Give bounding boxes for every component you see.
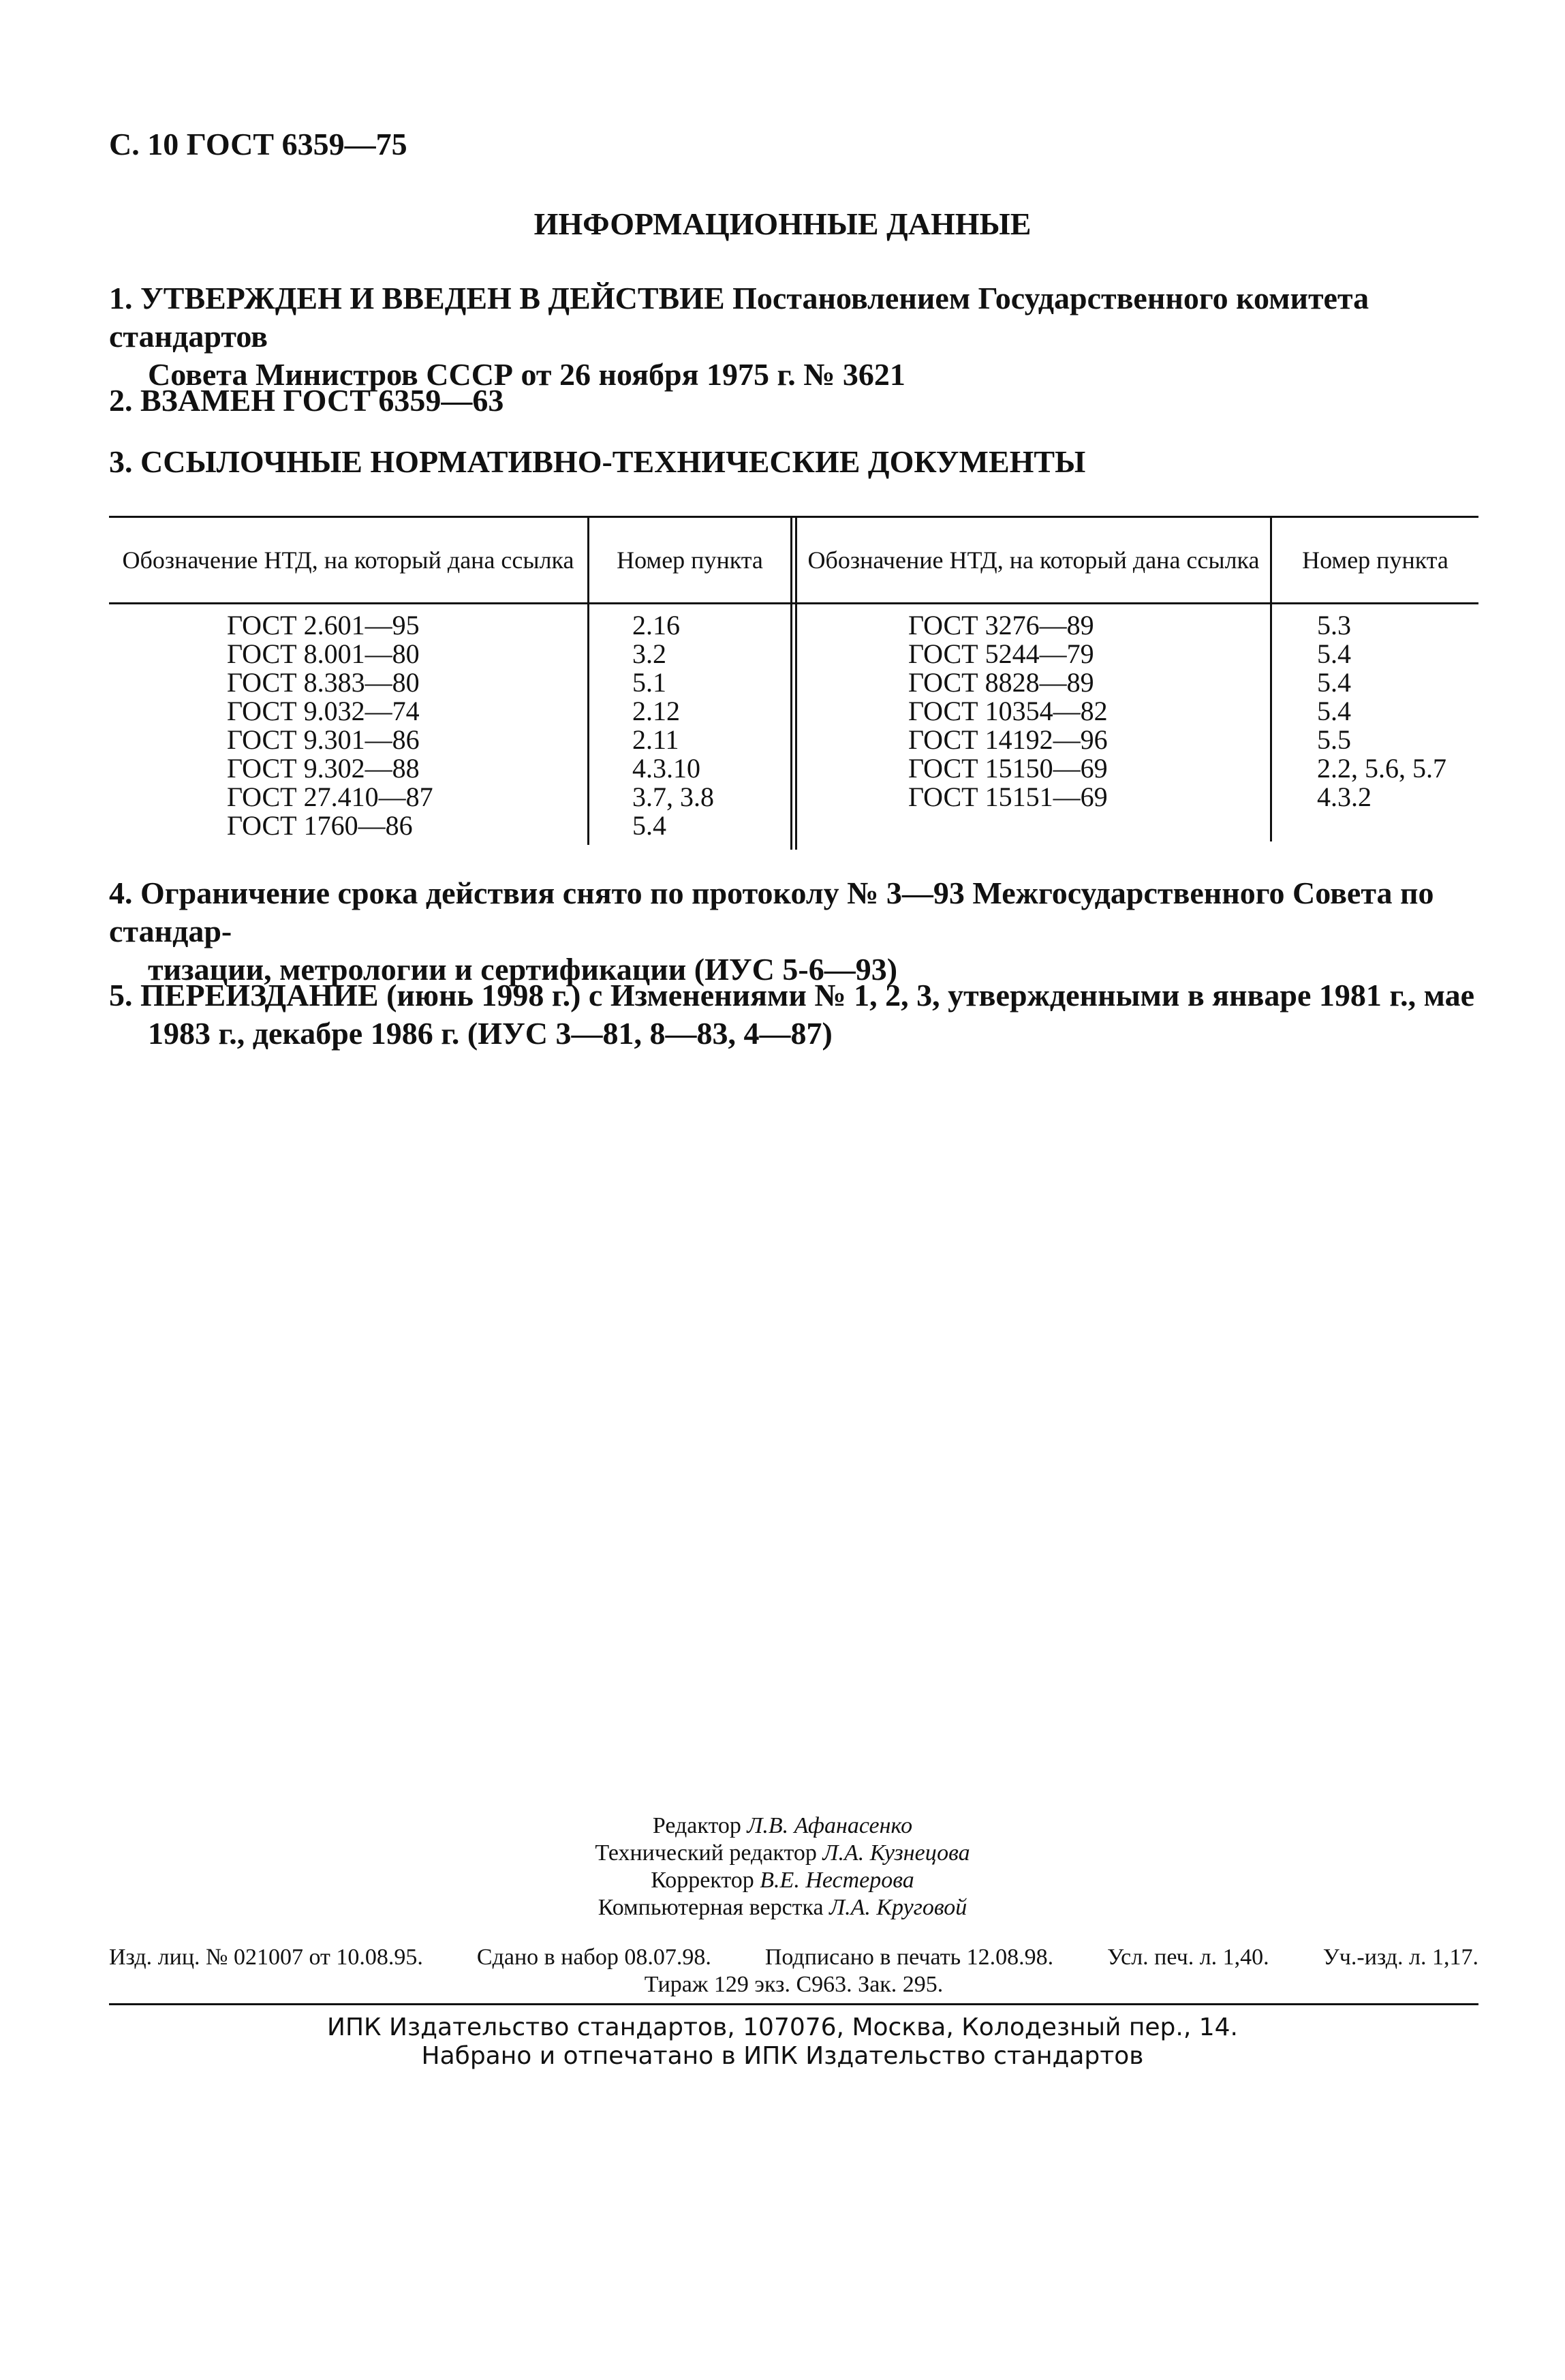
item-number: 2.	[109, 383, 133, 418]
imprint-signed: Подписано в печать 12.08.98.	[764, 1945, 1054, 1970]
table-doc-cell: ГОСТ 5244—79	[908, 638, 1094, 669]
table-doc-cell: ГОСТ 8.001—80	[227, 638, 420, 669]
item-number: 1.	[109, 281, 133, 315]
item-text-cont: Совета Министров СССР от 26 ноября 1975 г. № 3621	[148, 357, 905, 392]
publisher-address: ИПК Издательство стандартов, 107076, Москва, Колодезный пер., 14.	[327, 2013, 1238, 2041]
item-approved	[109, 279, 1485, 394]
table-header-cell: Номер пункта	[1302, 546, 1448, 574]
table-doc-cell: ГОСТ 8828—89	[908, 667, 1094, 698]
imprint-rule	[109, 2003, 1478, 2005]
publisher-block	[0, 2013, 1565, 2071]
table-point-cell: 5.5	[1317, 724, 1351, 755]
table-header-cell: Номер пункта	[617, 546, 763, 574]
table-point-cell: 5.4	[1317, 696, 1351, 726]
table-doc-cell: ГОСТ 9.301—86	[227, 724, 420, 755]
item-text-cont: 1983 г., декабре 1986 г. (ИУС 3—81, 8—83, 4—87)	[148, 1016, 833, 1051]
table-doc-cell: ГОСТ 2.601—95	[227, 610, 420, 640]
imprint-row	[109, 1944, 1478, 1971]
publisher-printed: Набрано и отпечатано в ИПК Издательство стандартов	[421, 2042, 1144, 2070]
table-point-cell: 5.4	[1317, 638, 1351, 669]
table-doc-cell: ГОСТ 15150—69	[908, 753, 1108, 784]
table-point-cell: 4.3.10	[632, 753, 700, 784]
imprint-print-sheets: Усл. печ. л. 1,40.	[1107, 1945, 1269, 1970]
imprint-edit-sheets: Уч.-изд. л. 1,17.	[1322, 1945, 1478, 1970]
table-doc-cell: ГОСТ 9.032—74	[227, 696, 420, 726]
item-text: Постановлением Государственного комитета стандартов	[109, 281, 1369, 354]
item-number: 3.	[109, 444, 133, 479]
item-heading: ПЕРЕИЗДАНИЕ	[140, 978, 379, 1013]
item-text-cont: тизации, метрологии и сертификации (ИУС 5-6—93)	[148, 952, 898, 987]
table-doc-cell: ГОСТ 3276—89	[908, 610, 1094, 640]
table-point-cell: 5.3	[1317, 610, 1351, 640]
table-doc-cell: ГОСТ 9.302—88	[227, 753, 420, 784]
item-text: Ограничение срока действия снято по протоколу № 3—93 Межгосударственного Совета по стандар-	[109, 876, 1434, 948]
page-title: ИНФОРМАЦИОННЫЕ ДАННЫЕ	[533, 206, 1032, 241]
imprint-block	[109, 1944, 1478, 1998]
credit-layout: Компьютерная верстка Л.А. Круговой	[598, 1895, 967, 1920]
table-doc-cell: ГОСТ 15151—69	[908, 782, 1108, 812]
table-point-cell: 3.2	[632, 638, 666, 669]
imprint-circulation: Тираж 129 экз. С963. Зак. 295.	[644, 1972, 944, 1997]
page-header: С. 10 ГОСТ 6359—75	[109, 127, 407, 161]
table-header-cell: Обозначение НТД, на который дана ссылка	[807, 546, 1260, 574]
imprint-submitted: Сдано в набор 08.07.98.	[476, 1945, 711, 1970]
table-point-cell: 2.12	[632, 696, 680, 726]
item-reissue	[109, 976, 1485, 1053]
table-doc-cell: ГОСТ 10354—82	[908, 696, 1108, 726]
credit-corrector: Корректор В.Е. Нестерова	[651, 1868, 914, 1893]
table-point-cell: 5.4	[632, 810, 666, 841]
item-number: 4.	[109, 876, 133, 910]
item-references	[109, 443, 1485, 481]
credit-editor: Редактор Л.В. Афанасенко	[652, 1813, 913, 1838]
table-doc-cell: ГОСТ 1760—86	[227, 810, 413, 841]
table-point-cell: 2.16	[632, 610, 680, 640]
table-point-cell: 5.1	[632, 667, 666, 698]
table-doc-cell: ГОСТ 8.383—80	[227, 667, 420, 698]
credits-block	[0, 1812, 1565, 1921]
item-number: 5.	[109, 978, 133, 1013]
credit-tech-editor: Технический редактор Л.А. Кузнецова	[595, 1840, 970, 1866]
item-heading: ВЗАМЕН ГОСТ 6359—63	[140, 383, 504, 418]
item-heading: УТВЕРЖДЕН И ВВЕДЕН В ДЕЙСТВИЕ	[140, 281, 725, 315]
imprint-license: Изд. лиц. № 021007 от 10.08.95.	[109, 1945, 423, 1970]
table-point-cell: 4.3.2	[1317, 782, 1372, 812]
references-table	[109, 516, 1478, 850]
table-point-cell: 2.11	[632, 724, 679, 755]
item-replaces	[109, 382, 1485, 420]
table-doc-cell: ГОСТ 14192—96	[908, 724, 1108, 755]
table-point-cell: 3.7, 3.8	[632, 782, 714, 812]
table-header-cell: Обозначение НТД, на который дана ссылка	[122, 546, 574, 574]
item-text: (июнь 1998 г.) с Изменениями № 1, 2, 3, утвержденными в январе 1981 г., мае	[378, 978, 1475, 1013]
item-validity	[109, 874, 1485, 989]
table-double-divider	[790, 518, 797, 850]
item-heading: ССЫЛОЧНЫЕ НОРМАТИВНО-ТЕХНИЧЕСКИЕ ДОКУМЕНТЫ	[140, 444, 1086, 479]
table-doc-cell: ГОСТ 27.410—87	[227, 782, 433, 812]
table-point-cell: 5.4	[1317, 667, 1351, 698]
table-point-cell: 2.2, 5.6, 5.7	[1317, 753, 1446, 784]
